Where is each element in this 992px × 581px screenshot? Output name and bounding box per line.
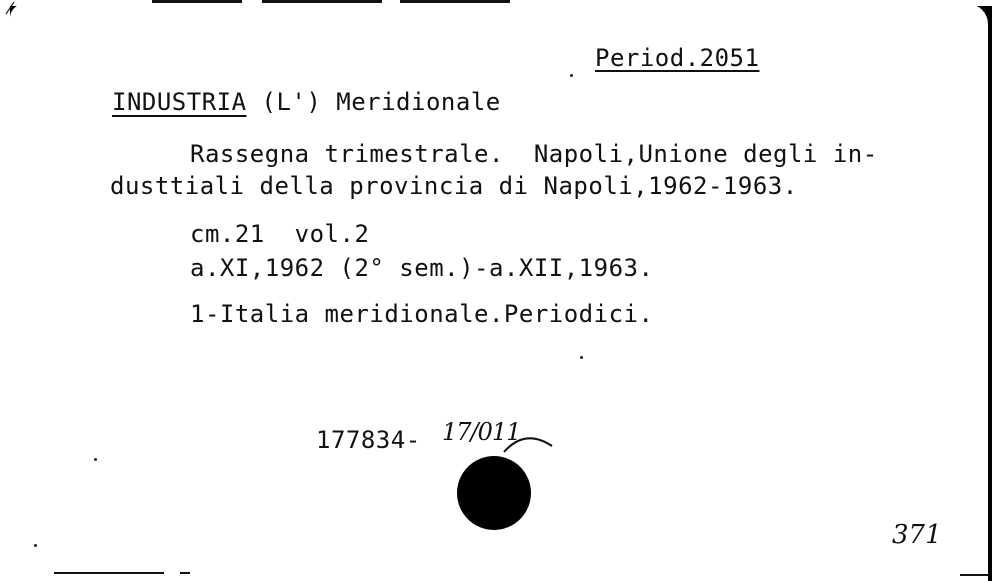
speck xyxy=(34,544,37,547)
subject-heading: 1-Italia meridionale.Periodici. xyxy=(190,300,654,328)
top-border-mark xyxy=(262,0,382,3)
handwritten-accession: 17/011 xyxy=(442,418,521,446)
description-line-1: Rassegna trimestrale. Napoli,Unione degli in- xyxy=(190,140,878,168)
punch-hole xyxy=(457,456,531,530)
title-rest: (L') Meridionale xyxy=(246,88,501,116)
handwritten-flourish xyxy=(500,426,560,456)
accession-number: 177834- xyxy=(316,426,421,454)
title-line xyxy=(112,88,501,116)
top-border-mark xyxy=(152,0,242,3)
top-border-mark xyxy=(400,0,510,3)
speck xyxy=(580,356,583,359)
description-line-2: dusttiali della provincia di Napoli,1962-1963. xyxy=(110,172,798,200)
bottom-rule-mark xyxy=(180,572,190,574)
title-main: INDUSTRIA xyxy=(112,88,247,116)
speck xyxy=(570,74,573,77)
speck xyxy=(94,458,97,461)
card-left-edge xyxy=(0,0,10,581)
handwritten-page-mark: 371 xyxy=(892,520,942,550)
collation-line-1: cm.21 vol.2 xyxy=(190,220,370,248)
bottom-rule-mark xyxy=(54,572,164,574)
catalog-card xyxy=(10,4,988,581)
bottom-rule-mark xyxy=(960,574,988,576)
call-number: Period.2051 xyxy=(595,44,760,72)
collation-line-2: a.XI,1962 (2° sem.)-a.XII,1963. xyxy=(190,254,654,282)
